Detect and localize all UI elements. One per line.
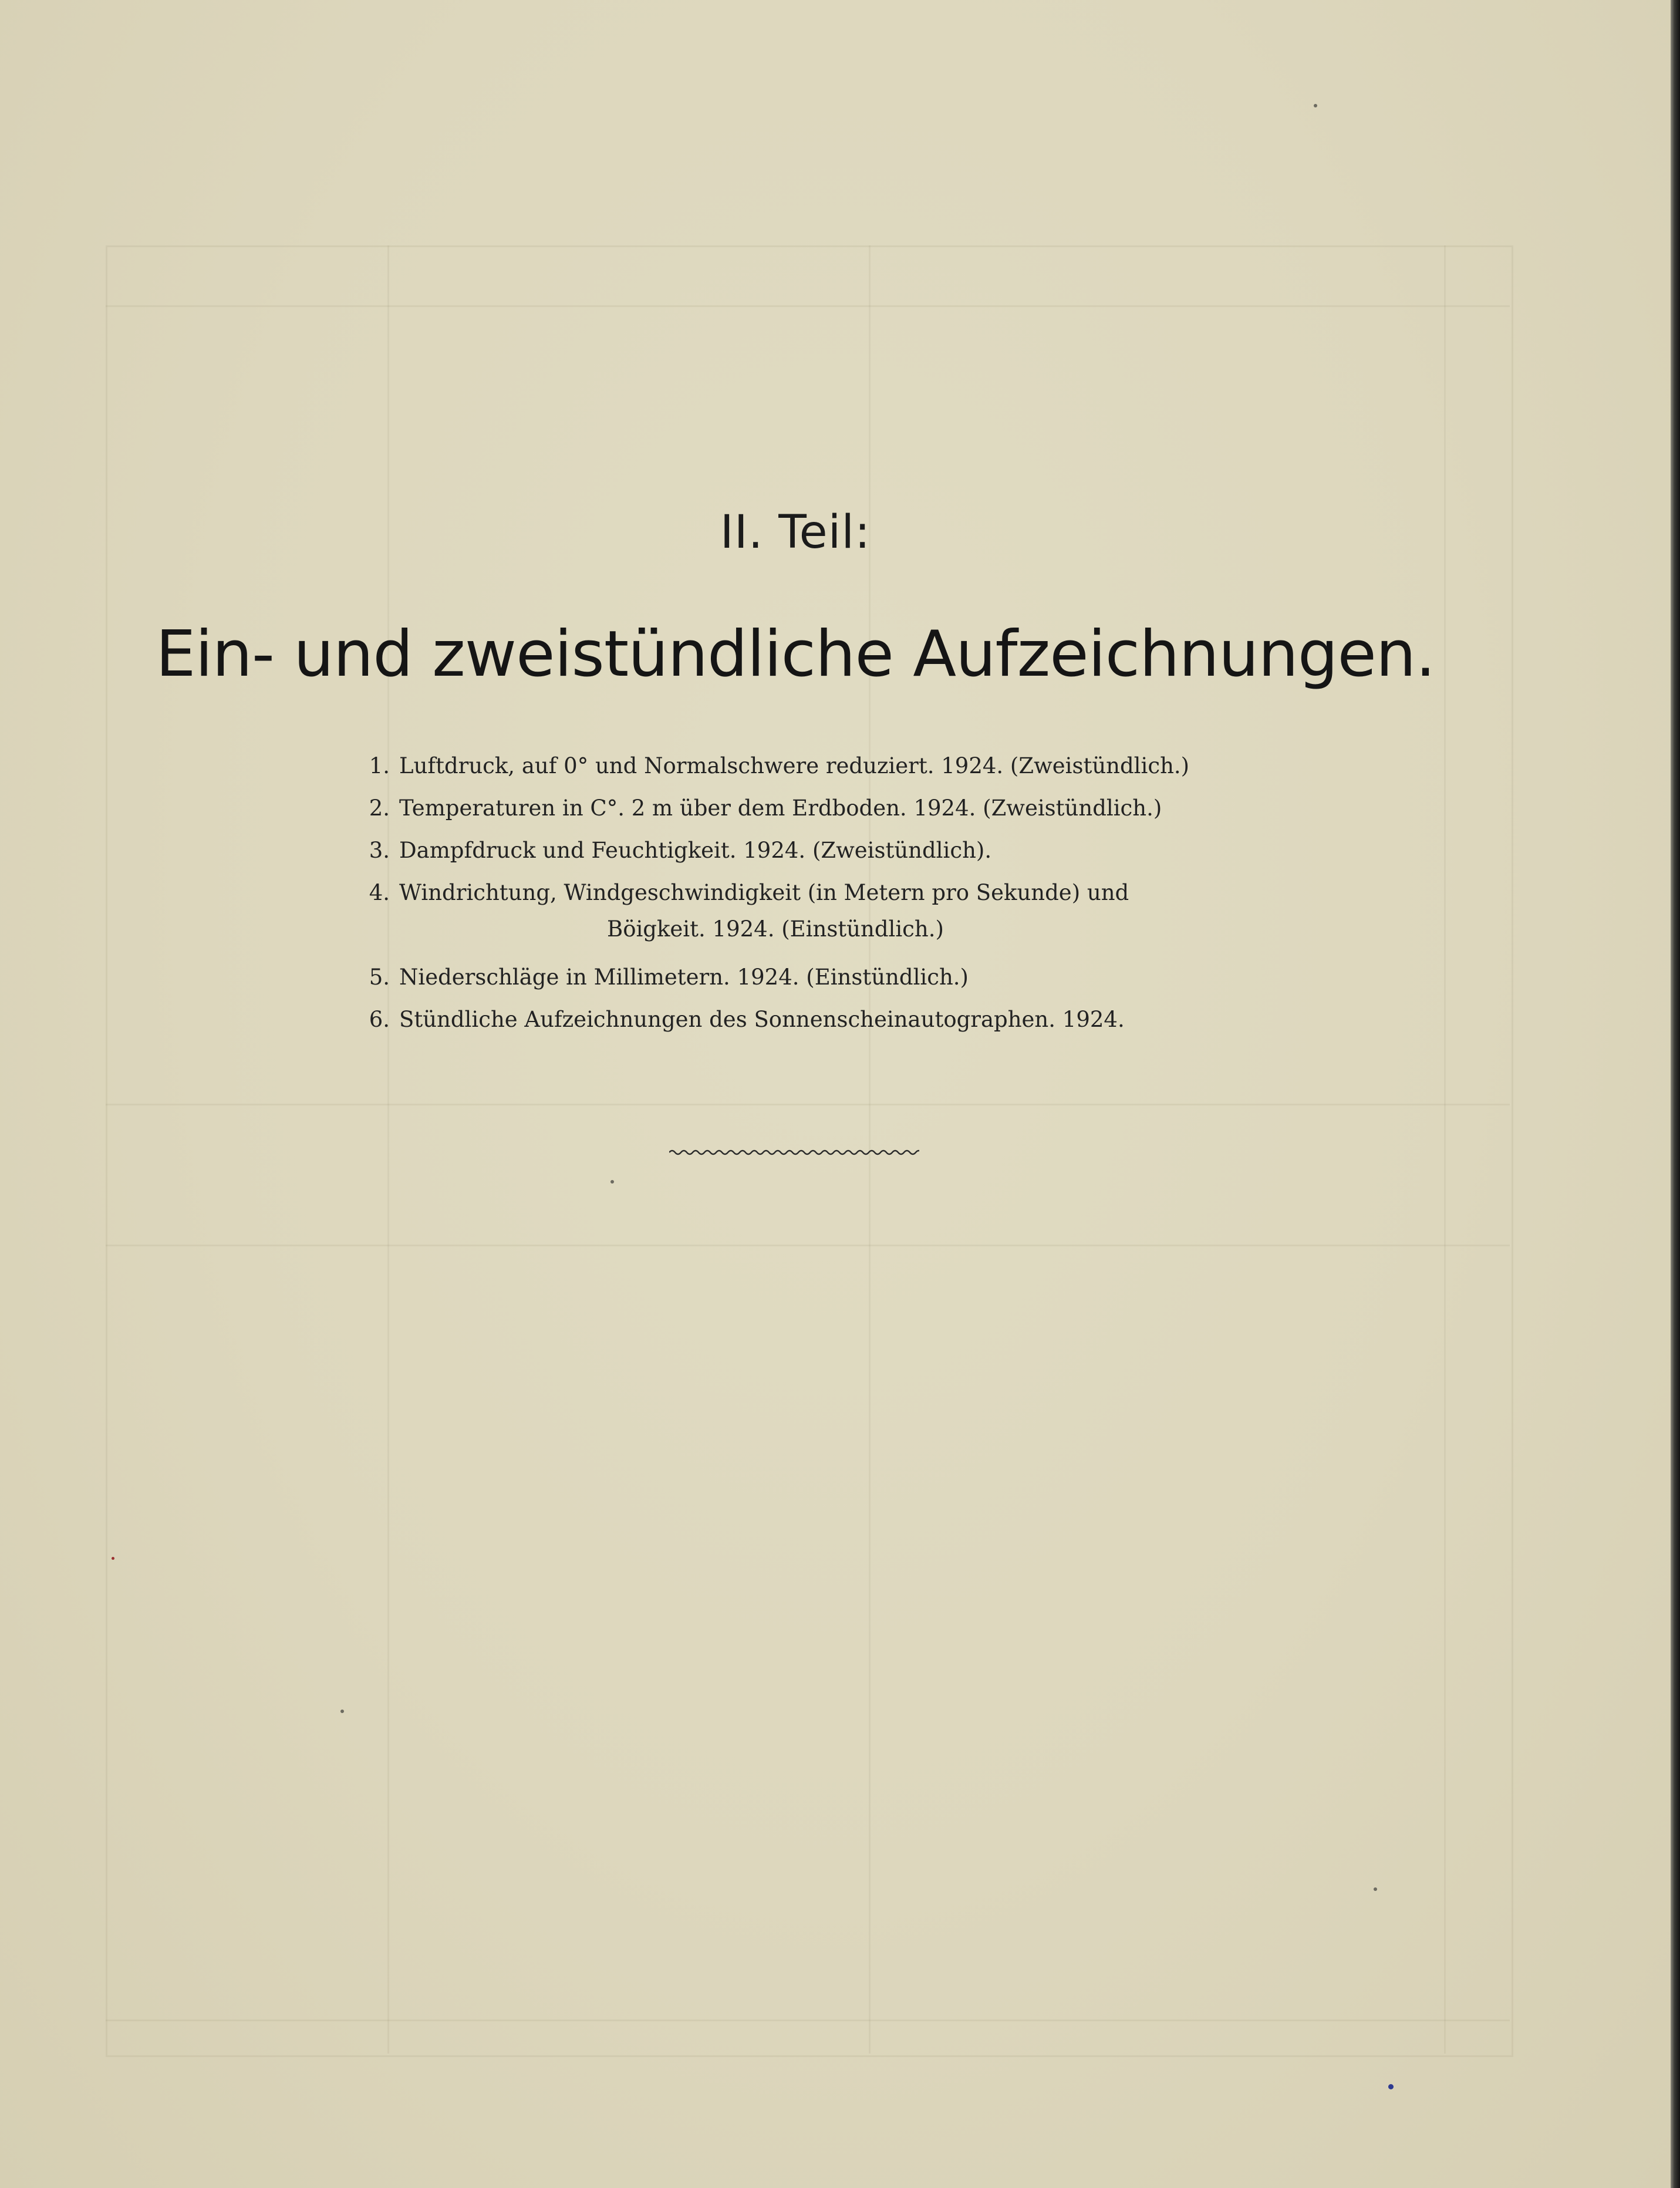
- wavy-rule-ornament: [669, 1147, 919, 1158]
- table-of-contents: [355, 750, 1235, 1046]
- paper-speck: [610, 1180, 614, 1184]
- toc-item-number: 5.: [369, 965, 390, 990]
- toc-item: [355, 877, 1235, 962]
- toc-item: [355, 835, 1235, 877]
- paper-speck: [1314, 104, 1317, 107]
- toc-item-text: Dampfdruck und Feuchtigkeit. 1924. (Zweistündlich).: [399, 838, 992, 863]
- main-title: Ein- und zweistündliche Aufzeichnungen.: [156, 618, 1435, 691]
- paper-speck: [340, 1710, 344, 1713]
- toc-item-text: Temperaturen in C°. 2 m über dem Erdboden. 1924. (Zweistündlich.): [399, 795, 1162, 821]
- part-title: II. Teil:: [720, 506, 871, 559]
- toc-item-number: 2.: [369, 795, 390, 821]
- show-through-rule: [106, 305, 1510, 307]
- paper-speck: [112, 1557, 114, 1560]
- toc-item-text: Windrichtung, Windgeschwindigkeit (in Metern pro Sekunde) und: [399, 880, 1129, 905]
- show-through-rule: [106, 2020, 1510, 2021]
- toc-item: [355, 1004, 1235, 1046]
- scan-edge: [1671, 0, 1680, 2188]
- toc-item-text: Luftdruck, auf 0° und Normalschwere reduziert. 1924. (Zweistündlich.): [399, 753, 1190, 778]
- show-through-rule: [106, 1245, 1510, 1246]
- toc-item-number: 3.: [369, 838, 390, 863]
- toc-item-number: 4.: [369, 880, 390, 905]
- toc-item-number: 6.: [369, 1007, 390, 1032]
- toc-item: [355, 962, 1235, 1004]
- paper-speck: [1388, 2084, 1394, 2089]
- toc-item-continuation: Böigkeit. 1924. (Einstündlich.): [607, 916, 944, 942]
- show-through-rule: [106, 1104, 1510, 1105]
- toc-item: [355, 793, 1235, 835]
- toc-item-number: 1.: [369, 753, 390, 778]
- paper-speck: [1374, 1887, 1377, 1891]
- toc-item: [355, 750, 1235, 793]
- toc-item-text: Stündliche Aufzeichnungen des Sonnenscheinautographen. 1924.: [399, 1007, 1125, 1032]
- toc-item-text: Niederschläge in Millimetern. 1924. (Einstündlich.): [399, 965, 969, 990]
